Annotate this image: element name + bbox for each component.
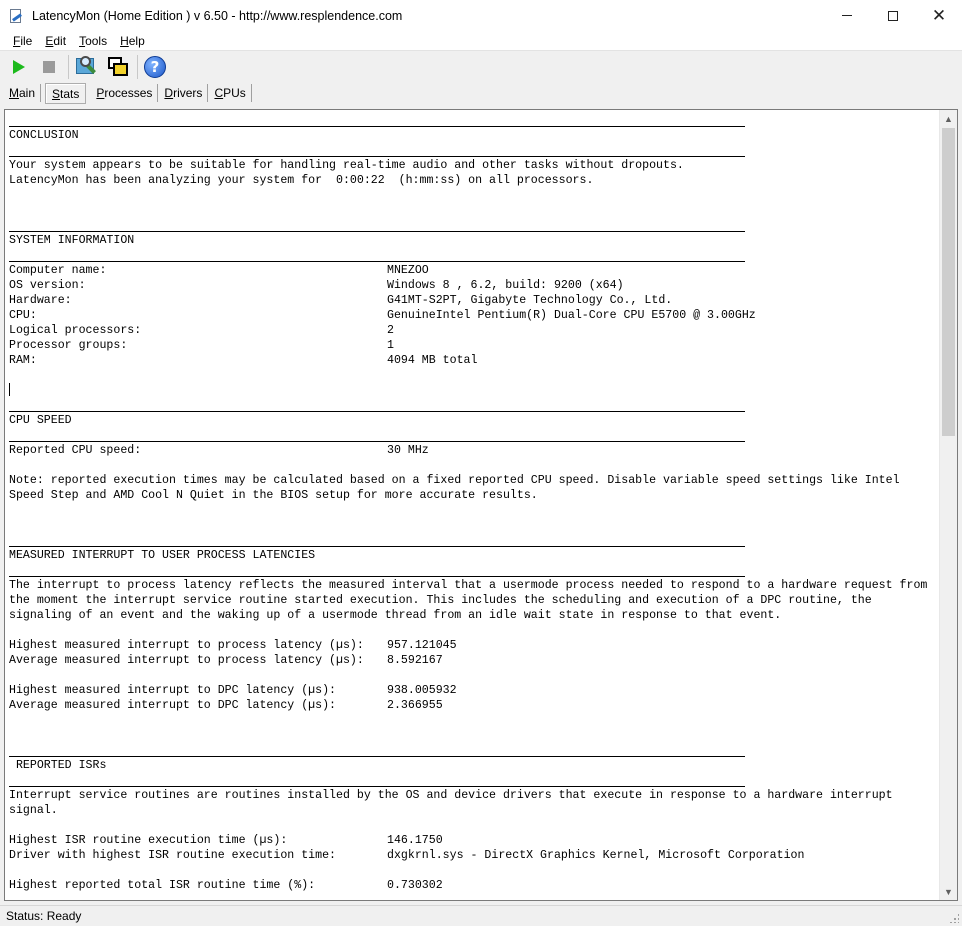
menu-help-label: elp: [128, 33, 145, 48]
info-value: MNEZOO: [387, 264, 429, 277]
help-icon: ?: [144, 56, 166, 78]
title-bar: [0, 0, 962, 31]
section-rule: [9, 143, 939, 158]
tab-drivers-label: rivers: [173, 86, 203, 100]
tab-cpus-accel: C: [214, 86, 224, 100]
info-key: OS version:: [9, 279, 86, 292]
latency-row: [9, 698, 939, 713]
info-row: [9, 278, 939, 293]
tab-stats-label: tats: [60, 86, 80, 101]
isr-row: [9, 833, 939, 848]
cpu-speed-note: Note: reported execution times may be calculated based on a fixed reported CPU speed. Disable variable speed settings like Intel: [9, 474, 900, 487]
latency-value: 938.005932: [387, 684, 457, 697]
text-cursor-line: [9, 383, 939, 398]
vertical-scrollbar[interactable]: [939, 110, 957, 900]
info-value: Windows 8 , 6.2, build: 9200 (x64): [387, 279, 624, 292]
tab-stats-accel: S: [52, 86, 61, 101]
scroll-down-button[interactable]: [940, 883, 957, 900]
section-rule: [9, 113, 939, 128]
info-row: [9, 353, 939, 368]
section-rule: [9, 218, 939, 233]
latency-row: [9, 683, 939, 698]
isr-key: Driver with highest ISR routine execution time:: [9, 849, 336, 862]
tab-main-accel: M: [9, 86, 19, 100]
info-key: Reported CPU speed:: [9, 444, 142, 457]
cpu-speed-note: Speed Step and AMD Cool N Quiet in the BIOS setup for more accurate results.: [9, 489, 538, 502]
info-row: [9, 308, 939, 323]
window-title: LatencyMon (Home Edition ) v 6.50 - http://www.resplendence.com: [32, 8, 403, 23]
toolbar-separator: [137, 55, 138, 79]
latency-key: Average measured interrupt to DPC latency (µs):: [9, 699, 336, 712]
interrupt-latency-heading: MEASURED INTERRUPT TO USER PROCESS LATENCIES: [9, 549, 316, 562]
menu-help-accel: H: [120, 33, 129, 48]
help-button[interactable]: [142, 54, 168, 80]
section-rule: [9, 773, 939, 788]
tab-stats[interactable]: [45, 83, 86, 104]
isr-key: Highest reported total ISR routine time (%):: [9, 879, 316, 892]
tab-main[interactable]: [3, 82, 41, 104]
interrupt-latency-text: the moment the interrupt service routine started execution. This includes the scheduling and execution of a DPC routine, the: [9, 594, 872, 607]
conclusion-line: Your system appears to be suitable for handling real-time audio and other tasks without dropouts.: [9, 159, 684, 172]
maximize-icon: [888, 11, 898, 21]
chevron-down-icon: ▼: [944, 886, 953, 897]
status-text: Status: Ready: [6, 909, 82, 923]
isr-value: 146.1750: [387, 834, 443, 847]
info-row: [9, 293, 939, 308]
isrs-heading: REPORTED ISRs: [9, 759, 107, 772]
info-value: 2: [387, 324, 394, 337]
interrupt-latency-text: signaling of an event and the waking up of a usermode thread from an idle wait state in response to that event.: [9, 609, 782, 622]
scroll-up-button[interactable]: [940, 110, 957, 127]
menu-file-accel: F: [13, 33, 21, 48]
latency-row: [9, 653, 939, 668]
isrs-text: Interrupt service routines are routines installed by the OS and device drivers that execute in response to a hardware interrupt: [9, 789, 893, 802]
info-row: [9, 443, 939, 458]
tab-processes-accel: P: [96, 86, 105, 100]
tab-strip: [0, 81, 962, 104]
window-controls: [824, 0, 962, 31]
info-key: Processor groups:: [9, 339, 128, 352]
menu-bar: [0, 31, 962, 51]
play-icon: [13, 60, 25, 74]
windows-button[interactable]: [105, 54, 131, 80]
menu-help[interactable]: [113, 34, 151, 48]
info-row: [9, 323, 939, 338]
latencymon-app-icon[interactable]: [8, 8, 24, 24]
stop-icon: [43, 61, 55, 73]
latency-value: 2.366955: [387, 699, 443, 712]
info-key: RAM:: [9, 354, 37, 367]
search-icon: [74, 55, 98, 79]
latency-key: Highest measured interrupt to process latency (µs):: [9, 639, 364, 652]
close-icon: ✕: [931, 5, 947, 26]
menu-file-label: ile: [20, 33, 33, 48]
text-cursor: [9, 383, 10, 396]
info-key: Hardware:: [9, 294, 72, 307]
latency-value: 8.592167: [387, 654, 443, 667]
isr-value: dxgkrnl.sys - DirectX Graphics Kernel, Microsoft Corporation: [387, 849, 805, 862]
tab-processes[interactable]: [90, 82, 158, 104]
tab-main-label: ain: [19, 86, 36, 100]
search-button[interactable]: [73, 54, 99, 80]
windows-icon: [106, 55, 130, 79]
info-row: [9, 338, 939, 353]
section-rule: [9, 398, 939, 413]
system-info-heading: SYSTEM INFORMATION: [9, 234, 135, 247]
scrollbar-thumb[interactable]: [942, 128, 955, 436]
menu-tools[interactable]: [72, 34, 113, 48]
tab-processes-label: rocesses: [104, 86, 153, 100]
interrupt-latency-text: The interrupt to process latency reflects the measured interval that a usermode process needed to respond to a hardware request from: [9, 579, 928, 592]
stop-button[interactable]: [36, 54, 62, 80]
tab-cpus-label: PUs: [223, 86, 246, 100]
chevron-up-icon: ▲: [944, 113, 953, 124]
latency-value: 957.121045: [387, 639, 457, 652]
info-key: Logical processors:: [9, 324, 142, 337]
conclusion-line: LatencyMon has been analyzing your system for 0:00:22 (h:mm:ss) on all processors.: [9, 174, 594, 187]
toolbar: [0, 52, 962, 81]
info-value: 1: [387, 339, 394, 352]
menu-tools-accel: T: [79, 33, 86, 48]
info-value: 30 MHz: [387, 444, 429, 457]
info-value: 4094 MB total: [387, 354, 478, 367]
conclusion-heading: CONCLUSION: [9, 129, 79, 142]
info-key: Computer name:: [9, 264, 107, 277]
close-button[interactable]: [916, 0, 962, 31]
latency-row: [9, 638, 939, 653]
info-value: GenuineIntel Pentium(R) Dual-Core CPU E5700 @ 3.00GHz: [387, 309, 756, 322]
menu-edit-accel: E: [45, 33, 54, 48]
menu-file[interactable]: [6, 34, 38, 48]
menu-edit-label: dit: [53, 33, 67, 48]
resize-grip-icon[interactable]: [949, 913, 959, 923]
section-rule: [9, 428, 939, 443]
section-rule: [9, 248, 939, 263]
section-rule: [9, 533, 939, 548]
isr-row: [9, 878, 939, 893]
toolbar-separator: [68, 55, 69, 79]
tab-cpus[interactable]: [208, 82, 251, 104]
section-rule: [9, 563, 939, 578]
minimize-button[interactable]: [824, 0, 870, 31]
tab-drivers-accel: D: [164, 86, 174, 100]
cpu-speed-heading: CPU SPEED: [9, 414, 72, 427]
info-value: G41MT-S2PT, Gigabyte Technology Co., Ltd.: [387, 294, 673, 307]
latency-key: Average measured interrupt to process latency (µs):: [9, 654, 364, 667]
stats-report-text[interactable]: [5, 110, 939, 900]
menu-tools-label: ools: [85, 33, 108, 48]
report-frame: [4, 109, 958, 901]
status-bar: [0, 905, 962, 926]
section-rule: [9, 743, 939, 758]
isr-key: Highest ISR routine execution time (µs):: [9, 834, 288, 847]
menu-edit[interactable]: [38, 34, 72, 48]
maximize-button[interactable]: [870, 0, 916, 31]
info-key: CPU:: [9, 309, 37, 322]
isr-value: 0.730302: [387, 879, 443, 892]
minimize-icon: [842, 15, 852, 16]
start-button[interactable]: [4, 54, 30, 80]
isr-row: [9, 848, 939, 863]
latency-key: Highest measured interrupt to DPC latency (µs):: [9, 684, 336, 697]
info-row: [9, 263, 939, 278]
isrs-text: signal.: [9, 804, 58, 817]
tab-drivers[interactable]: [158, 82, 208, 104]
